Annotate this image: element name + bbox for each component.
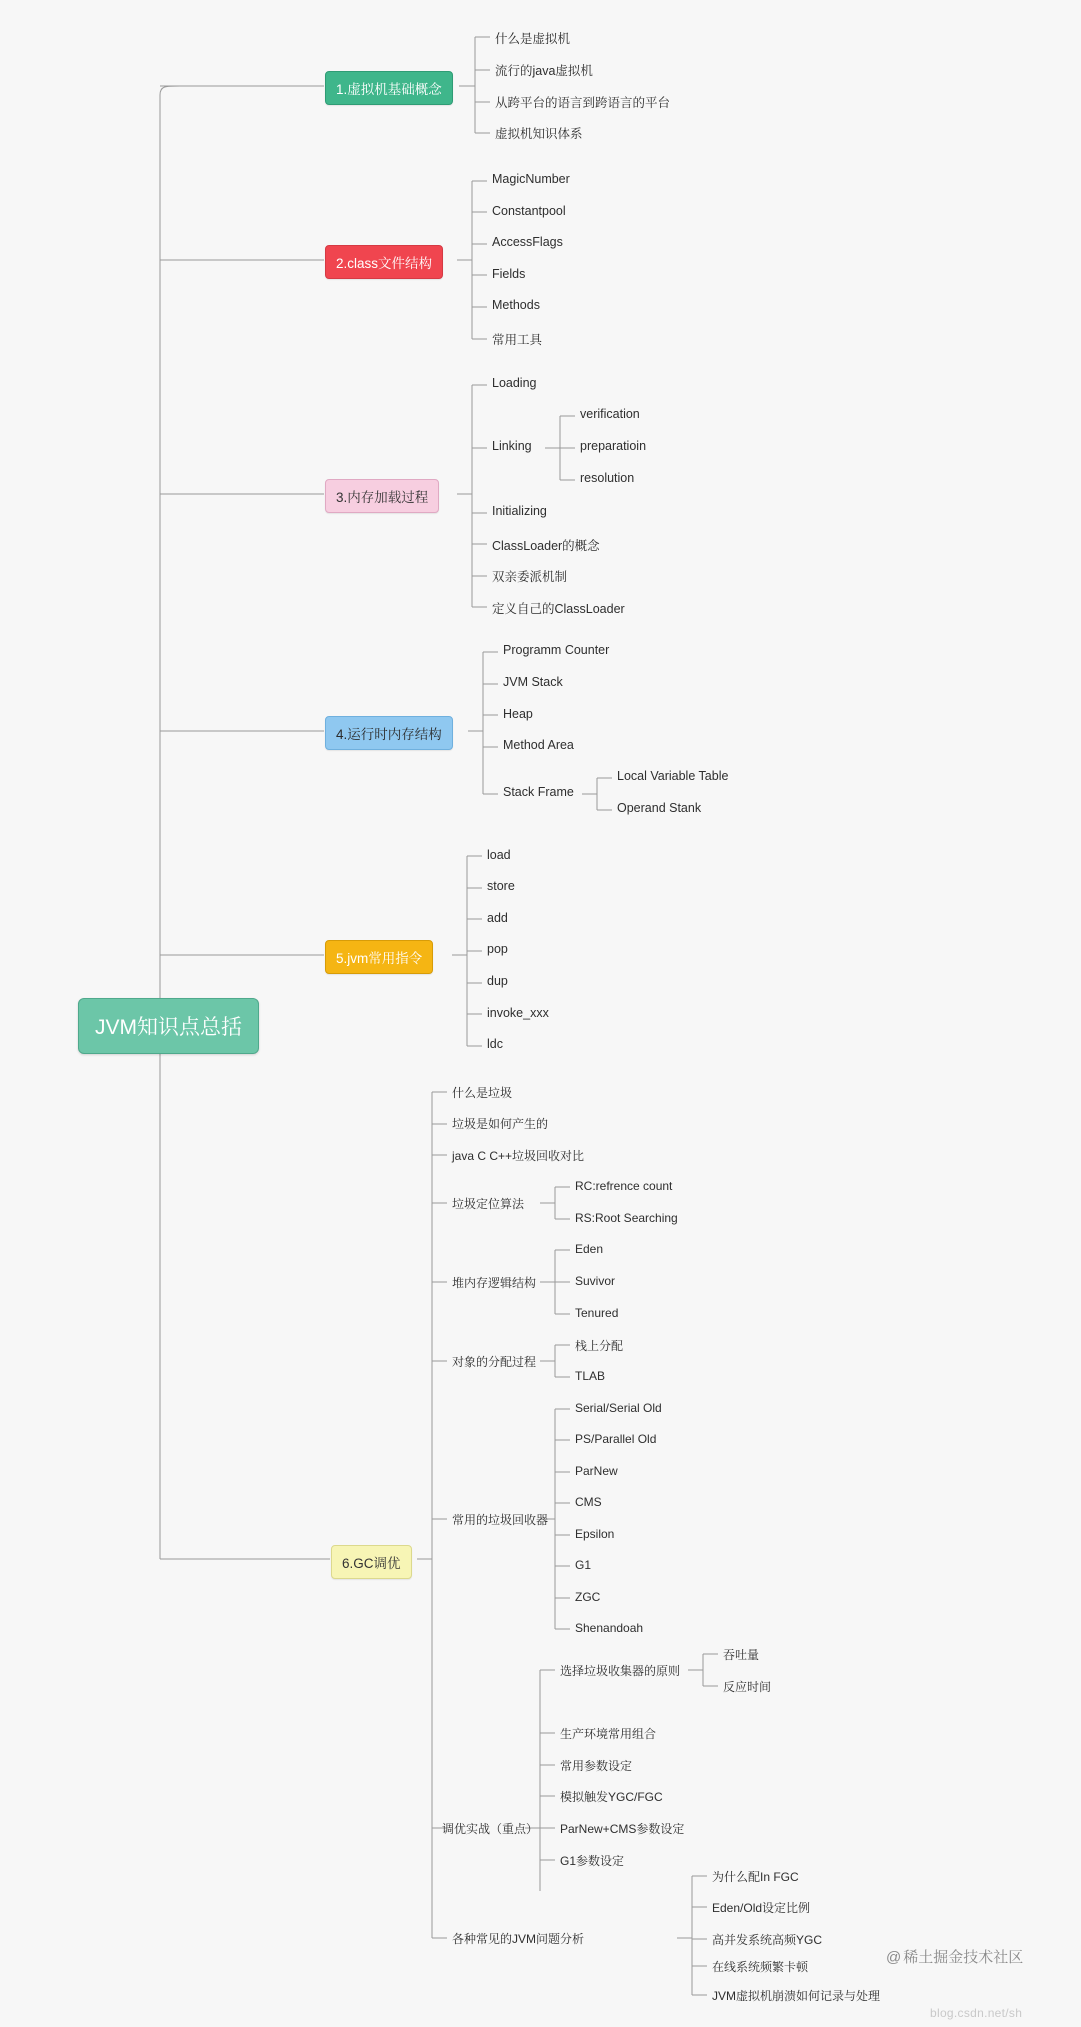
leaf-node[interactable]: 垃圾定位算法	[452, 1197, 525, 1211]
branch-node-6[interactable]	[331, 1545, 412, 1579]
branch-label: 4.运行时内存结构	[336, 727, 442, 742]
watermark-text	[886, 1946, 1023, 1967]
leaf-node[interactable]: PS/Parallel Old	[575, 1432, 657, 1446]
leaf-node[interactable]: 栈上分配	[575, 1339, 624, 1353]
leaf-node[interactable]: 高并发系统高频YGC	[712, 1933, 823, 1947]
leaf-node[interactable]: Heap	[503, 707, 533, 721]
leaf-node[interactable]: ldc	[487, 1037, 503, 1051]
leaf-node[interactable]: add	[487, 911, 508, 925]
watermark-label: 稀土掘金技术社区	[903, 1949, 1024, 1966]
branch-label: 1.虚拟机基础概念	[336, 82, 442, 97]
leaf-node[interactable]: Method Area	[503, 738, 574, 752]
leaf-node[interactable]: MagicNumber	[492, 172, 570, 186]
leaf-node[interactable]: ParNew+CMS参数设定	[560, 1822, 685, 1836]
leaf-node[interactable]: Fields	[492, 267, 526, 281]
leaf-node[interactable]: Eden	[575, 1242, 604, 1256]
leaf-node[interactable]: 流行的java虚拟机	[495, 64, 593, 78]
leaf-node[interactable]: 反应时间	[723, 1680, 772, 1694]
leaf-node[interactable]: Constantpool	[492, 204, 566, 218]
leaf-node[interactable]: Programm Counter	[503, 643, 610, 657]
leaf-node[interactable]: 为什么配In FGC	[712, 1870, 799, 1884]
leaf-node[interactable]: Initializing	[492, 504, 547, 518]
branch-node-3[interactable]	[325, 479, 439, 513]
branch-node-1[interactable]	[325, 71, 453, 105]
branch-node-5[interactable]	[325, 940, 433, 974]
leaf-node[interactable]: 选择垃圾收集器的原则	[560, 1664, 681, 1678]
branch-node-2[interactable]	[325, 245, 443, 279]
leaf-node[interactable]: 常用工具	[492, 333, 543, 347]
leaf-node[interactable]: JVM Stack	[503, 675, 563, 689]
leaf-node[interactable]: 堆内存逻辑结构	[452, 1276, 537, 1290]
leaf-node[interactable]: JVM虚拟机崩溃如何记录与处理	[712, 1989, 881, 2003]
leaf-node[interactable]: ParNew	[575, 1464, 618, 1478]
leaf-node[interactable]: pop	[487, 942, 508, 956]
leaf-node[interactable]: ZGC	[575, 1590, 601, 1604]
leaf-node[interactable]: 什么是垃圾	[452, 1086, 513, 1100]
leaf-node[interactable]: invoke_xxx	[487, 1006, 549, 1020]
leaf-node[interactable]: verification	[580, 407, 640, 421]
watermark-at: @	[886, 1949, 902, 1966]
leaf-node[interactable]: Suvivor	[575, 1274, 616, 1288]
leaf-node[interactable]: 调优实战（重点）	[442, 1822, 539, 1836]
leaf-node[interactable]: Linking	[492, 439, 532, 453]
leaf-node[interactable]: 从跨平台的语言到跨语言的平台	[495, 96, 671, 110]
leaf-node[interactable]: AccessFlags	[492, 235, 563, 249]
root-label: JVM知识点总括	[95, 1016, 242, 1039]
watermark-url: blog.csdn.net/sh	[930, 2006, 1023, 2020]
leaf-node[interactable]: preparatioin	[580, 439, 647, 453]
leaf-node[interactable]: load	[487, 848, 511, 862]
leaf-node[interactable]: CMS	[575, 1495, 602, 1509]
leaf-node[interactable]: RC:refrence count	[575, 1179, 673, 1193]
leaf-node[interactable]: Epsilon	[575, 1527, 615, 1541]
leaf-node[interactable]: Methods	[492, 298, 540, 312]
leaf-node[interactable]: 双亲委派机制	[492, 570, 568, 584]
leaf-node[interactable]: RS:Root Searching	[575, 1211, 678, 1225]
branch-label: 5.jvm常用指令	[336, 951, 423, 966]
leaf-node[interactable]: 在线系统频繁卡顿	[712, 1960, 809, 1974]
leaf-node[interactable]: 什么是虚拟机	[495, 32, 571, 46]
leaf-node[interactable]: java C C++垃圾回收对比	[452, 1149, 585, 1163]
branch-label: 6.GC调优	[342, 1556, 401, 1571]
leaf-node[interactable]: Loading	[492, 376, 537, 390]
leaf-node[interactable]: Tenured	[575, 1306, 619, 1320]
leaf-node[interactable]: 常用参数设定	[560, 1759, 633, 1773]
leaf-node[interactable]: 垃圾是如何产生的	[452, 1117, 549, 1131]
leaf-node[interactable]: resolution	[580, 471, 635, 485]
leaf-node[interactable]: 吞吐量	[723, 1648, 760, 1662]
leaf-node[interactable]: 模拟触发YGC/FGC	[560, 1790, 663, 1804]
leaf-node[interactable]: Operand Stank	[617, 801, 702, 815]
leaf-node[interactable]: 生产环境常用组合	[560, 1727, 657, 1741]
leaf-node[interactable]: 定义自己的ClassLoader	[492, 602, 625, 616]
mindmap-root-node[interactable]	[78, 998, 259, 1054]
leaf-node[interactable]: TLAB	[575, 1369, 606, 1383]
branch-label: 3.内存加载过程	[336, 490, 429, 505]
branch-label: 2.class文件结构	[336, 256, 433, 271]
leaf-node[interactable]: Eden/Old设定比例	[712, 1901, 811, 1915]
leaf-node[interactable]: G1参数设定	[560, 1854, 625, 1868]
leaf-node[interactable]: Stack Frame	[503, 785, 574, 799]
leaf-node[interactable]: 对象的分配过程	[452, 1355, 537, 1369]
leaf-node[interactable]: 各种常见的JVM问题分析	[452, 1932, 585, 1946]
leaf-node[interactable]: dup	[487, 974, 508, 988]
leaf-node[interactable]: Shenandoah	[575, 1621, 644, 1635]
leaf-node[interactable]: 常用的垃圾回收器	[452, 1513, 549, 1527]
leaf-node[interactable]: Local Variable Table	[617, 769, 729, 783]
leaf-node[interactable]: Serial/Serial Old	[575, 1401, 662, 1415]
leaf-node[interactable]: store	[487, 879, 515, 893]
leaf-node[interactable]: G1	[575, 1558, 592, 1572]
leaf-node[interactable]: 虚拟机知识体系	[495, 127, 583, 141]
branch-node-4[interactable]	[325, 716, 453, 750]
leaf-node[interactable]: ClassLoader的概念	[492, 539, 600, 553]
